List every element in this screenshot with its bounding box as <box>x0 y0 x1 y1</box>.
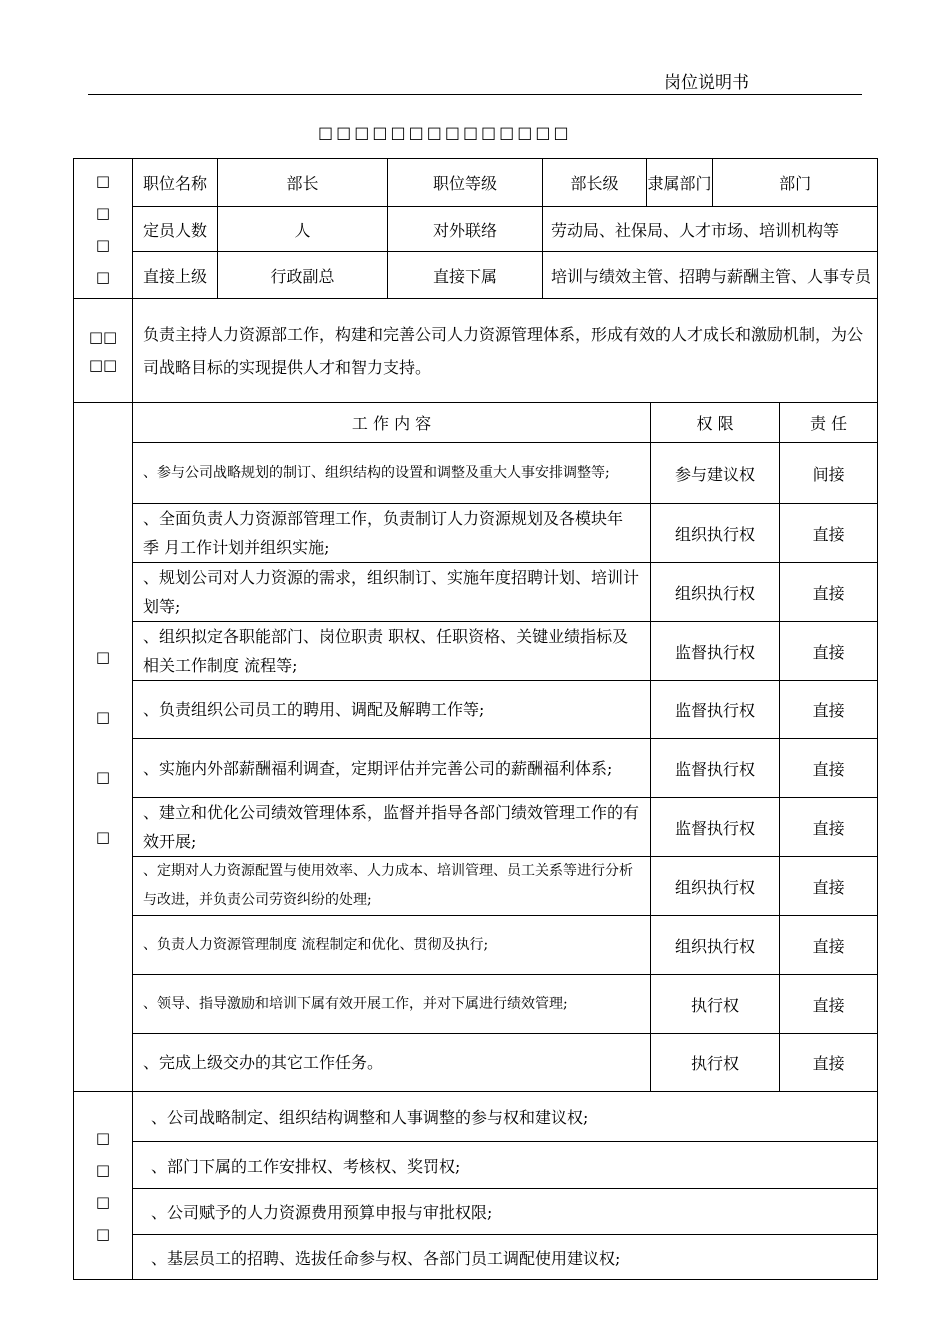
duty-authority: 组织执行权 <box>651 504 780 563</box>
duty-authority: 监督执行权 <box>651 739 780 798</box>
department-label: 隶属部门 <box>647 159 713 207</box>
duty-responsibility: 直接 <box>780 798 878 857</box>
authority-item: 、部门下属的工作安排权、考核权、奖罚权; <box>133 1142 878 1189</box>
duty-authority: 监督执行权 <box>651 798 780 857</box>
headcount-value: 人 <box>218 207 388 252</box>
duty-row <box>74 798 878 857</box>
duty-authority: 组织执行权 <box>651 857 780 916</box>
header-title: 岗位说明书 <box>664 73 749 93</box>
duty-responsibility: 直接 <box>780 739 878 798</box>
duty-responsibility: 直接 <box>780 681 878 739</box>
authority-header: 权 限 <box>651 403 780 443</box>
duty-text: 、参与公司战略规划的制订、组织结构的设置和调整及重大人事安排调整等; <box>133 443 651 504</box>
position-level-label: 职位等级 <box>388 159 543 207</box>
authority-row <box>74 1189 878 1235</box>
summary-label: □□ □□ <box>74 299 133 403</box>
duty-authority: 执行权 <box>651 975 780 1034</box>
external-contact-label: 对外联络 <box>388 207 543 252</box>
duty-responsibility: 直接 <box>780 857 878 916</box>
direct-supervisor-label: 直接上级 <box>133 252 218 299</box>
authority-row <box>74 1235 878 1280</box>
duty-responsibility: 间接 <box>780 443 878 504</box>
duty-responsibility: 直接 <box>780 1034 878 1092</box>
duty-row <box>74 504 878 563</box>
external-contact-value: 劳动局、社保局、人才市场、培训机构等 <box>543 207 878 252</box>
duty-row <box>74 622 878 681</box>
duty-row <box>74 739 878 798</box>
direct-reports-value: 培训与绩效主管、招聘与薪酬主管、人事专员 <box>543 252 878 299</box>
duty-text: 、组织拟定各职能部门、岗位职责 职权、任职资格、关键业绩指标及相关工作制度 流程等; <box>133 622 651 681</box>
work-content-header: 工 作 内 容 <box>133 403 651 443</box>
authority-item: 、公司战略制定、组织结构调整和人事调整的参与权和建议权; <box>133 1092 878 1142</box>
doc-title: □□□□□□□□□□□□□□ <box>318 123 572 142</box>
duty-authority: 监督执行权 <box>651 681 780 739</box>
responsibility-header: 责 任 <box>780 403 878 443</box>
duty-authority: 执行权 <box>651 1034 780 1092</box>
duty-row <box>74 857 878 916</box>
duties-header-row <box>74 403 878 443</box>
basic-row <box>74 159 878 207</box>
direct-reports-label: 直接下属 <box>388 252 543 299</box>
duty-responsibility: 直接 <box>780 916 878 975</box>
duty-responsibility: 直接 <box>780 622 878 681</box>
header-rule <box>88 94 862 95</box>
duty-text: 、完成上级交办的其它工作任务。 <box>133 1034 651 1092</box>
duty-row <box>74 563 878 622</box>
authority-item: 、基层员工的招聘、选拔任命参与权、各部门员工调配使用建议权; <box>133 1235 878 1280</box>
duty-text: 、规划公司对人力资源的需求，组织制订、实施年度招聘计划、培训计划等; <box>133 563 651 622</box>
authority-row <box>74 1092 878 1142</box>
duties-section-label: □ □ □ □ <box>74 403 133 1092</box>
job-description-table <box>73 158 878 1280</box>
duty-row <box>74 681 878 739</box>
duty-authority: 监督执行权 <box>651 622 780 681</box>
duty-responsibility: 直接 <box>780 563 878 622</box>
position-name-value: 部长 <box>218 159 388 207</box>
direct-supervisor-value: 行政副总 <box>218 252 388 299</box>
authority-section-label: □ □ □ □ <box>74 1092 133 1280</box>
duty-row <box>74 443 878 504</box>
position-level-value: 部长级 <box>543 159 647 207</box>
authority-item: 、公司赋予的人力资源费用预算申报与审批权限; <box>133 1189 878 1235</box>
headcount-label: 定员人数 <box>133 207 218 252</box>
basic-row <box>74 252 878 299</box>
duty-text: 、实施内外部薪酬福利调查，定期评估并完善公司的薪酬福利体系; <box>133 739 651 798</box>
duty-row <box>74 1034 878 1092</box>
duty-text: 、负责组织公司员工的聘用、调配及解聘工作等; <box>133 681 651 739</box>
basic-row <box>74 207 878 252</box>
summary-text: 负责主持人力资源部工作，构建和完善公司人力资源管理体系，形成有效的人才成长和激励机制，为公司战略目标的实现提供人才和智力支持。 <box>133 299 878 403</box>
department-value: 部门 <box>713 159 878 207</box>
duty-row <box>74 916 878 975</box>
duty-authority: 组织执行权 <box>651 563 780 622</box>
duty-text: 、全面负责人力资源部管理工作，负责制订人力资源规划及各模块年 季 月工作计划并组织实施; <box>133 504 651 563</box>
duty-text: 、领导、指导激励和培训下属有效开展工作，并对下属进行绩效管理; <box>133 975 651 1034</box>
position-name-label: 职位名称 <box>133 159 218 207</box>
duty-text: 、负责人力资源管理制度 流程制定和优化、贯彻及执行; <box>133 916 651 975</box>
duty-authority: 参与建议权 <box>651 443 780 504</box>
summary-row <box>74 299 878 403</box>
basic-section-label: □ □ □ □ <box>74 159 133 299</box>
duty-text: 、建立和优化公司绩效管理体系，监督并指导各部门绩效管理工作的有效开展; <box>133 798 651 857</box>
duty-authority: 组织执行权 <box>651 916 780 975</box>
duty-responsibility: 直接 <box>780 504 878 563</box>
duty-row <box>74 975 878 1034</box>
duty-responsibility: 直接 <box>780 975 878 1034</box>
duty-text: 、定期对人力资源配置与使用效率、人力成本、培训管理、员工关系等进行分析与改进，并负责公司劳资纠纷的处理; <box>133 857 651 916</box>
authority-row <box>74 1142 878 1189</box>
